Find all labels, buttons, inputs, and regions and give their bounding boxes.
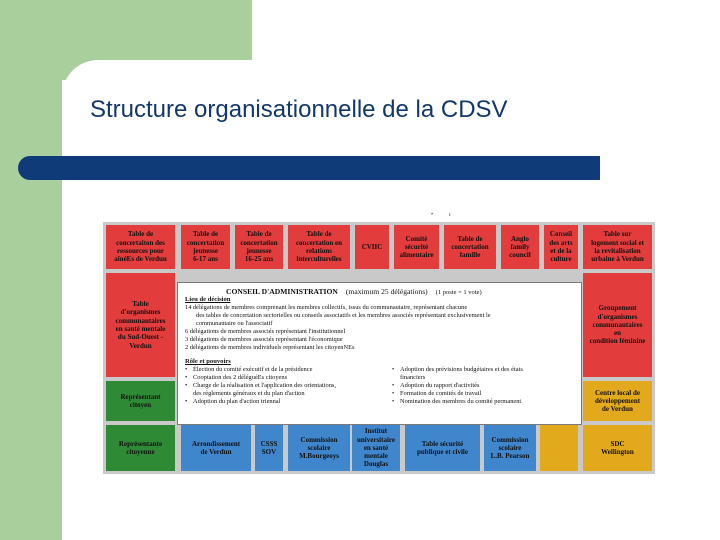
org-box-table-aines: Table de concertaiton des ressources pour aînéEs de Verdun: [106, 225, 175, 269]
stray-mark: •: [431, 212, 434, 218]
title-underline-bar: [18, 156, 600, 180]
board-header: [226, 287, 482, 296]
board-vote-note: (1 poste = 1 vote): [435, 289, 482, 296]
decision-line: 2 délégations de membres individuels représentant les citoyenNEs: [185, 344, 355, 351]
org-box-cs-pearson: Commission scolaire L.B. Pearson: [484, 425, 536, 471]
board-of-directors-panel: [177, 282, 582, 425]
org-box-jeunesse-16-25: Table de concertation jeunesse 16-25 ans: [235, 225, 283, 269]
org-box-csss: CSSS SOV: [255, 425, 283, 471]
decision-line: 14 délégations de membres comprenant les membres collectifs, issus du communautaire, représentant chacune: [185, 304, 468, 311]
org-box-sante-mentale: Table d'organismes communautaires en santé mentale du Sud-Ouest - Verdun: [106, 273, 175, 377]
org-box-securite-alimentaire: Comité sécurité alimentaire: [394, 225, 439, 269]
org-box-cs-bourgeoys: Commission scolaire M.Bourgeoys: [288, 425, 350, 471]
role-item: • Adoption des prévisions budgétaires et des états: [392, 366, 523, 373]
stray-mark: ı: [449, 212, 451, 218]
org-box-representante-citoyenne: Représentante citoyenne: [106, 425, 175, 471]
org-box-jeunesse-6-17: Table de concertation jeunesse 6-17 ans: [181, 225, 230, 269]
org-box-cviic: CVIIC: [355, 225, 389, 269]
role-item: • Élection du comité exécutif et de la présidence: [185, 366, 313, 373]
role-item-continued: des règlements généraux et du plan d'action: [193, 390, 305, 397]
org-box-anglo-family: Anglo family council: [501, 225, 539, 269]
roles-section-title: Rôle et pouvoirs: [185, 358, 231, 365]
role-item: • Adoption du rapport d'activités: [392, 382, 480, 389]
role-item: • Adoption du plan d'action triennal: [185, 398, 281, 405]
org-box-famille: Table de concertation famille: [444, 225, 496, 269]
board-title: CONSEIL D'ADMINISTRATION: [226, 287, 338, 296]
decision-line: 6 délégations de membres associés représentant l'institutionnel: [185, 328, 346, 335]
role-item: • Cooptation des 2 déléguéEs citoyens: [185, 374, 288, 381]
green-background-left: [0, 0, 62, 540]
org-box-arts-culture: Conseil des arts et de la culture: [544, 225, 578, 269]
board-subtitle: (maximum 25 délégations): [345, 287, 428, 296]
org-box-sdc-wellington: SDC Wellington: [583, 425, 652, 471]
org-box-arrondissement: Arrondissement de Verdun: [181, 425, 251, 471]
org-box-logement-social: Table sur logement social et la revitalisation urbaine à Verdun: [583, 225, 652, 269]
org-box-condition-feminine: Groupement d'organismes communautaires en condition féminine: [583, 273, 652, 377]
decision-line: 3 délégations de membres associés représentant l'économique: [185, 336, 343, 343]
org-box-cld-verdun: Centre local de développement de Verdun: [583, 381, 652, 421]
slide-title: Structure organisationnelle de la CDSV: [90, 96, 508, 123]
org-box-securite-publique: Table sécurité publique et civile: [405, 425, 480, 471]
role-item: • Formation de comités de travail: [392, 390, 482, 397]
org-box-interculturel: Table de concertation en relations interculturelles: [288, 225, 350, 269]
decision-line: communautaire ou l'associatif: [196, 320, 273, 327]
decision-section-title: Lieu de décision: [185, 296, 231, 303]
org-box-representant-citoyen: Représentant citoyen: [106, 381, 175, 421]
org-box-douglas: Institut universitaire en santé mentale Douglas: [352, 425, 400, 471]
decision-line: des tables de concertation sectorielles ou conseils associatifs et les membres associés représentant exclusivement le: [196, 312, 491, 319]
org-box-blank: [540, 425, 578, 471]
role-item-continued: financiers: [400, 374, 426, 381]
role-item: • Nomination des membres du comité permanent: [392, 398, 522, 405]
role-item: • Charge de la réalisation et l'application des orientations,: [185, 382, 337, 389]
